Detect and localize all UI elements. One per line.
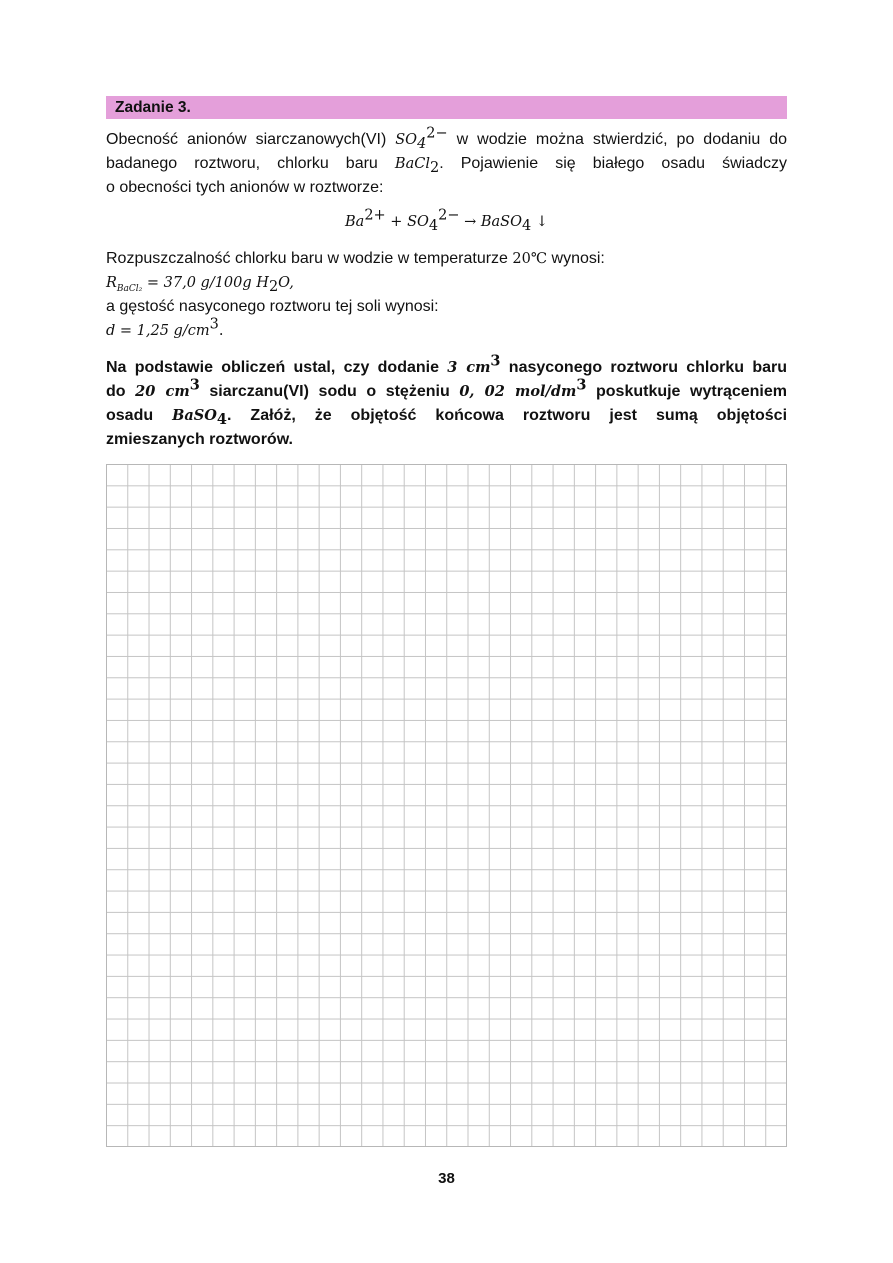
density-value: d = 1,25 $g/cm^3$. bbox=[106, 316, 224, 339]
intro-paragraph bbox=[106, 125, 787, 200]
question-line-3: osadu BaSO$_4$. Załóż, że objętość końcowa roztworu jest sumą objętości bbox=[106, 407, 788, 429]
intro-line-2: badanego roztworu, chlorku baru BaCl$_2$. Pojawienie się białego osadu świadczy bbox=[106, 155, 787, 177]
density-label: a gęstość nasyconego roztworu tej soli wynosi: bbox=[106, 298, 439, 315]
solubility-paragraph bbox=[106, 247, 787, 343]
intro-line-3: o obecności tych anionów w roztworze: bbox=[106, 179, 384, 196]
page-number: 38 bbox=[438, 1170, 455, 1187]
reaction-equation: $Ba^{2+} + SO_4^{2-}$ → BaSO$_4$ ↓ bbox=[345, 207, 548, 235]
intro-line-1: Obecność anionów siarczanowych(VI) $SO_4^{2-}$ w wodzie można stwierdzić, po dodaniu do bbox=[106, 125, 787, 153]
task-title: Zadanie 3. bbox=[106, 96, 787, 119]
answer-grid[interactable] bbox=[106, 464, 787, 1147]
solubility-line: Rozpuszczalność chlorku baru w wodzie w temperaturze 20℃ wynosi: bbox=[106, 250, 605, 267]
question-paragraph bbox=[106, 352, 788, 452]
question-line-2: do 20 $cm^3$ siarczanu(VI) sodu o stężeniu 0, 02 mol/$dm^3$ poskutkuje wytrąceniem bbox=[106, 376, 787, 400]
question-line-4: zmieszanych roztworów. bbox=[106, 431, 293, 448]
question-line-1: Na podstawie obliczeń ustal, czy dodanie 3 $cm^3$ nasyconego roztworu chlorku baru bbox=[106, 352, 787, 376]
solubility-value: $R_{BaCl_2} = 37,0$ g/100g $H_2O$, bbox=[106, 275, 294, 296]
